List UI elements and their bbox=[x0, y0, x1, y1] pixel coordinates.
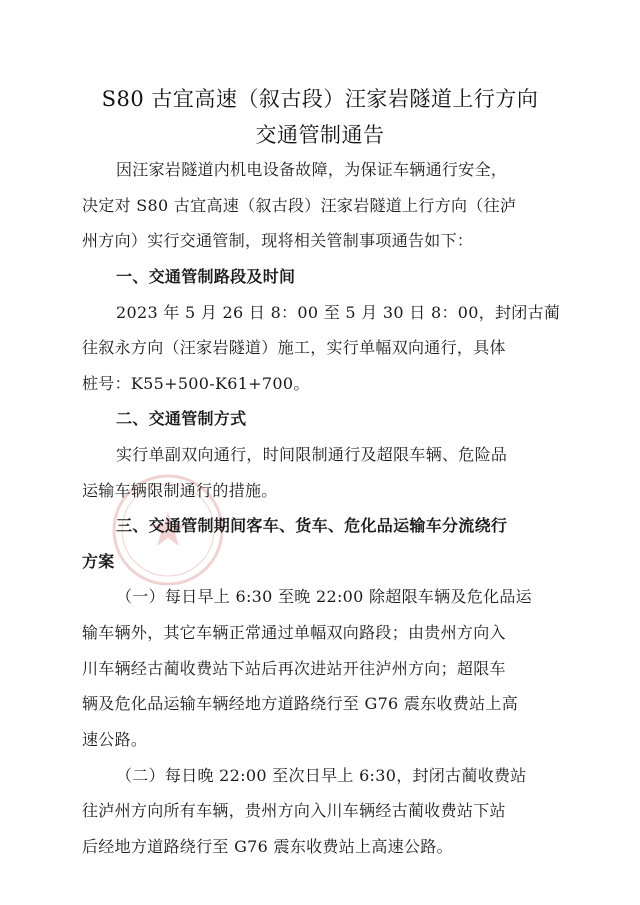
section1-line-1: 2023 年 5 月 26 日 8：00 至 5 月 30 日 8：00，封闭古蔺 bbox=[116, 303, 561, 322]
section3-item2-line-3: 后经地方道路绕行至 G76 震东收费站上高速公路。 bbox=[82, 837, 453, 856]
section3-item2-line-2: 往泸州方向所有车辆，贵州方向入川车辆经古蔺收费站下站 bbox=[82, 801, 506, 820]
section3-item1-line-4: 辆及危化品运输车辆经地方道路绕行至 G76 震东收费站上高 bbox=[82, 694, 519, 713]
document-title-line1: S80 古宜高速（叙古段）汪家岩隧道上行方向 bbox=[101, 87, 539, 111]
document-title-line2: 交通管制通告 bbox=[255, 123, 385, 147]
section3-item1-line-2: 输车辆外，其它车辆正常通过单幅双向路段；由贵州方向入 bbox=[82, 623, 506, 642]
section1-line-2: 往叙永方向（汪家岩隧道）施工，实行单幅双向通行，具体 bbox=[82, 338, 506, 357]
section3-heading-line-2: 方案 bbox=[82, 552, 115, 571]
section1-heading: 一、交通管制路段及时间 bbox=[116, 267, 296, 286]
section1-line-3: 桩号：K55+500-K61+700。 bbox=[82, 374, 310, 393]
intro-line-1: 因汪家岩隧道内机电设备故障，为保证车辆通行安全， bbox=[116, 160, 508, 179]
intro-line-2: 决定对 S80 古宜高速（叙古段）汪家岩隧道上行方向（往泸 bbox=[82, 196, 517, 215]
intro-line-3: 州方向）实行交通管制，现将相关管制事项通告如下： bbox=[82, 231, 474, 250]
section2-line-1: 实行单副双向通行，时间限制通行及超限车辆、危险品 bbox=[116, 445, 508, 464]
section3-item1-line-3: 川车辆经古蔺收费站下站后再次进站开往泸州方向；超限车 bbox=[82, 659, 506, 678]
section2-line-2: 运输车辆限制通行的措施。 bbox=[82, 481, 278, 500]
section3-item1-line-5: 速公路。 bbox=[82, 730, 148, 749]
section3-item2-line-1: （二）每日晚 22:00 至次日早上 6:30，封闭古蔺收费站 bbox=[116, 766, 527, 785]
section2-heading: 二、交通管制方式 bbox=[116, 409, 247, 428]
section3-heading-line-1: 三、交通管制期间客车、货车、危化品运输车分流绕行 bbox=[116, 516, 508, 535]
section3-item1-line-1: （一）每日早上 6:30 至晚 22:00 除超限车辆及危化品运 bbox=[116, 587, 532, 606]
